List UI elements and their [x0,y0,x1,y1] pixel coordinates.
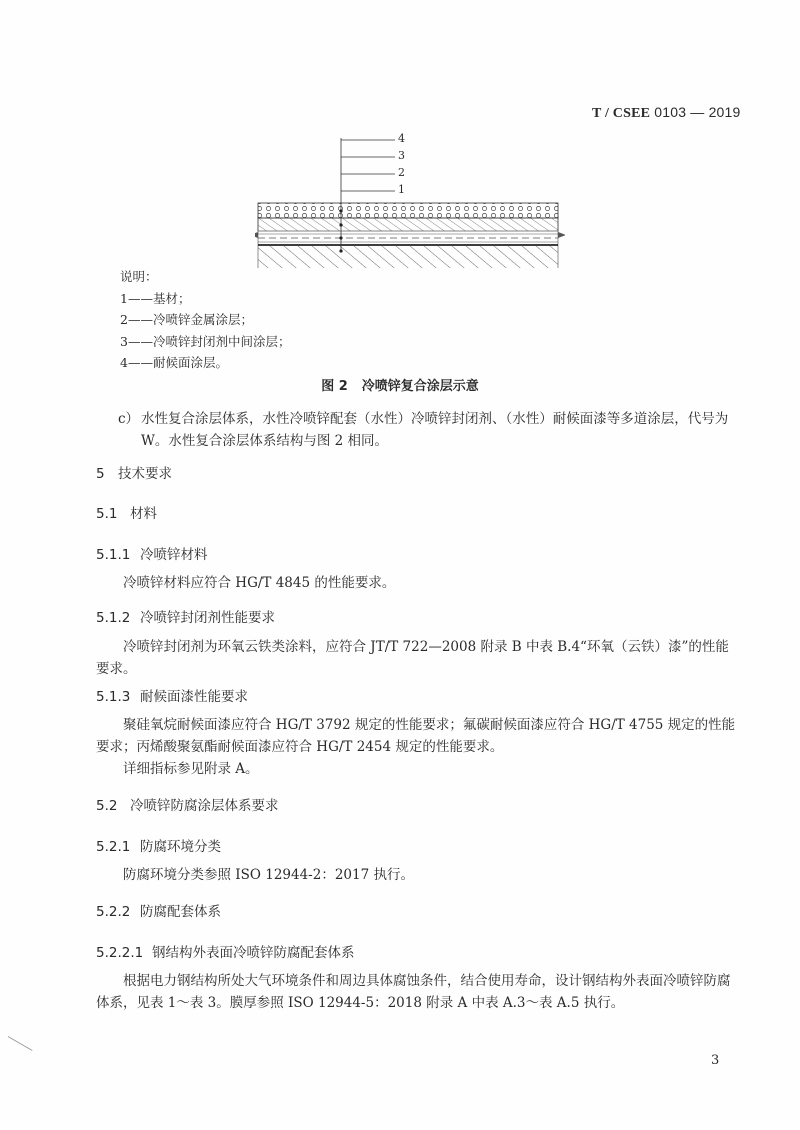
standard-code-header [592,104,741,122]
section-heading-5-2: 5.2 冷喷锌防腐涂层体系要求 [96,798,279,814]
legend-title: 说明： [120,269,158,284]
list-item-c [118,408,738,452]
paragraph-5-1-1: 冷喷锌材料应符合 HG/T 4845 的性能要求。 [123,575,396,591]
figure-callouts [398,130,405,198]
legend-item: 1——基材； [120,290,191,306]
section-heading-5-1-2: 5.1.2 冷喷锌封闭剂性能要求 [96,610,275,626]
callout-1: 1 [398,183,405,196]
legend-item: 4——耐候面涂层。 [120,355,228,370]
legend-item: 2——冷喷锌金属涂层； [120,312,253,327]
section-heading-5-1-3: 5.1.3 耐候面漆性能要求 [96,689,248,705]
paragraph-5-1-3: 聚硅氧烷耐候面漆应符合 HG/T 3792 规定的性能要求；氟碳耐候面漆应符合 HG/T 4755 规定的性能要求；丙烯酸聚氨酯耐候面漆应符合 HG/T 2454 规定的性能要求。 详细指标参见附录 A。 [96,717,736,777]
page-number: 3 [711,1053,720,1068]
list-label: c） [118,411,140,427]
figure-legend [120,266,290,374]
callout-3: 3 [398,149,405,162]
section-heading-5-1-1: 5.1.1 冷喷锌材料 [96,547,208,563]
section-heading-5: 5 技术要求 [96,466,172,482]
scan-artifact-line [8,1036,33,1051]
callout-2: 2 [398,166,405,179]
callout-4: 4 [398,132,405,145]
legend-item: 3——冷喷锌封闭剂中间涂层； [120,333,291,349]
figure-number: 图 2 [321,379,348,394]
coating-layer-diagram [255,128,565,268]
section-heading-5-2-2: 5.2.2 防腐配套体系 [96,904,221,920]
standard-number: 0103 — 2019 [654,104,741,120]
standard-prefix: T / CSEE [592,106,651,121]
paragraph-5-2-1: 防腐环境分类参照 ISO 12944-2：2017 执行。 [123,867,414,883]
paragraph-5-2-2-1: 根据电力钢结构所处大气环境条件和周边具体腐蚀条件，结合使用寿命，设计钢结构外表面冷喷锌防腐体系，见表 1～表 3。膜厚参照 ISO 12944-5：2018 附录 A 中表 A.3～表 A.5 执行。 [96,973,731,1011]
section-heading-5-2-2-1: 5.2.2.1 钢结构外表面冷喷锌防腐配套体系 [96,945,355,961]
figure-title: 冷喷锌复合涂层示意 [361,379,479,394]
section-heading-5-2-1: 5.2.1 防腐环境分类 [96,839,221,855]
paragraph-5-1-2: 冷喷锌封闭剂为环氧云铁类涂料，应符合 JT/T 722—2008 附录 B 中表 B.4“环氧（云铁）漆”的性能要求。 [96,639,729,677]
figure-caption [0,375,800,394]
list-body: 水性复合涂层体系，水性冷喷锌配套（水性）冷喷锌封闭剂、（水性）耐候面漆等多道涂层，代号为 W。水性复合涂层体系结构与图 2 相同。 [141,411,729,449]
section-heading-5-1: 5.1 材料 [96,506,157,522]
